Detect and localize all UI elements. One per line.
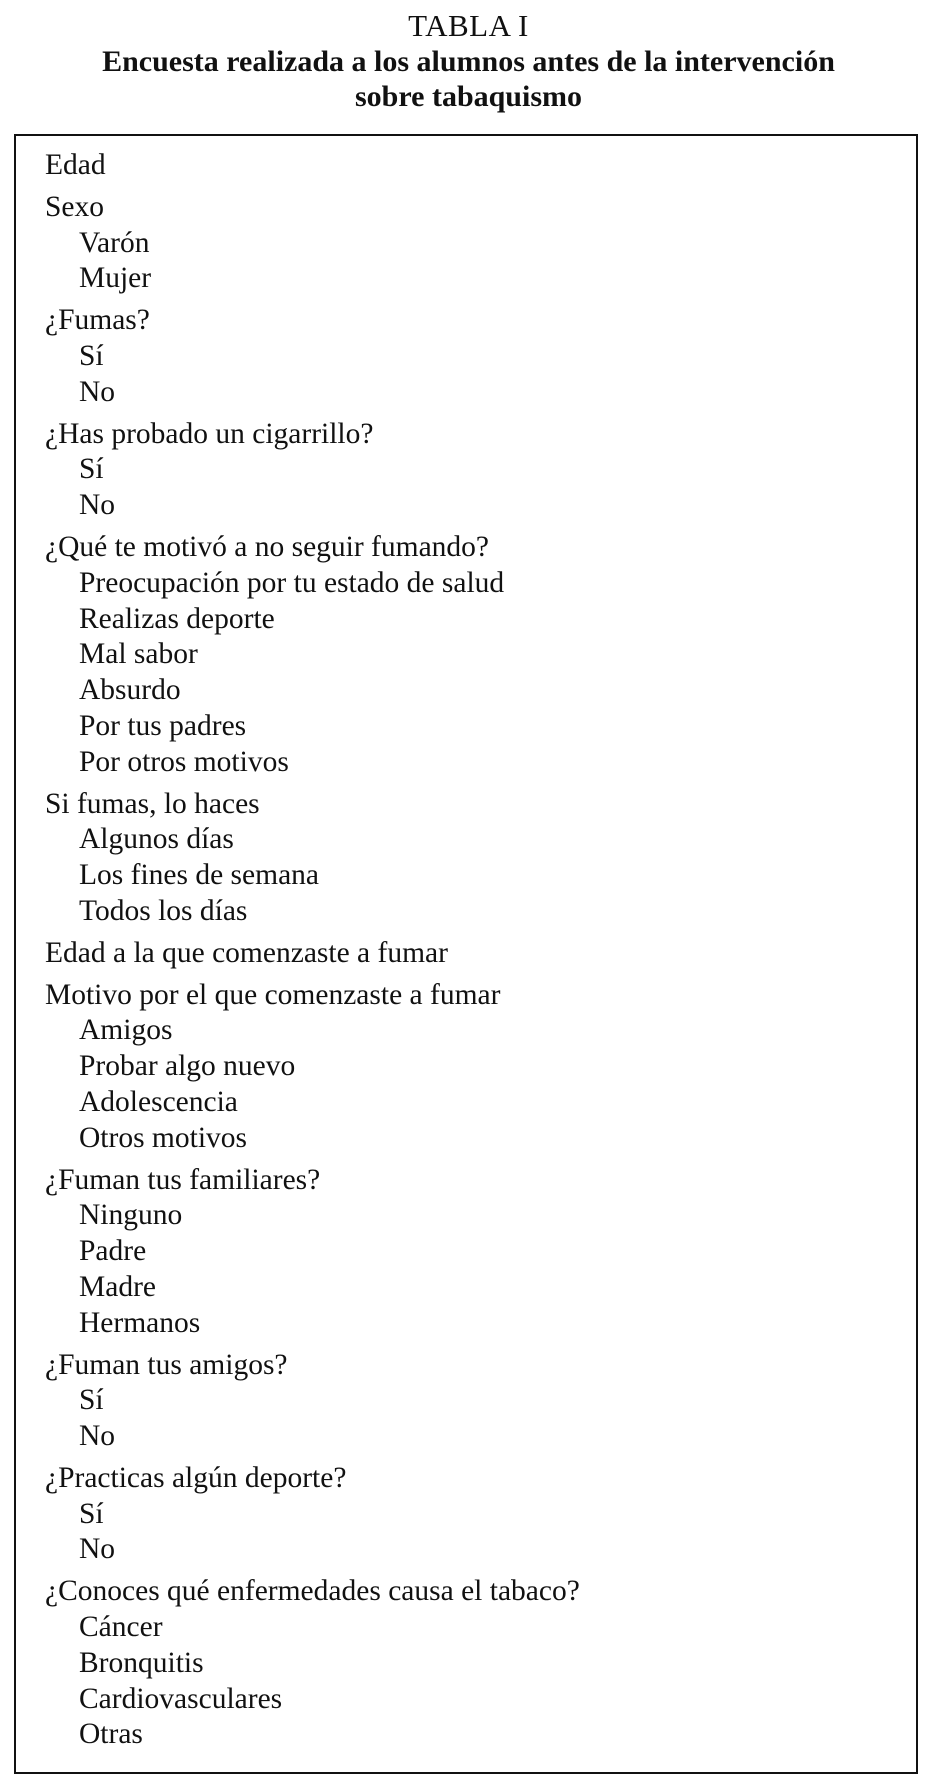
answer-option: Absurdo <box>79 674 181 707</box>
table-frame <box>14 134 918 1774</box>
answer-option: Algunos días <box>79 823 234 856</box>
answer-option: Preocupación por tu estado de salud <box>79 566 505 599</box>
answer-option: Bronquitis <box>79 1646 204 1679</box>
answer-option: Otras <box>79 1718 143 1751</box>
answer-option: Por tus padres <box>79 709 247 742</box>
question-text: ¿Fumas? <box>45 304 150 337</box>
answer-option: Cáncer <box>79 1611 163 1644</box>
survey-list <box>45 148 905 1759</box>
question-text: ¿Qué te motivó a no seguir fumando? <box>45 530 490 563</box>
question-text: Si fumas, lo haces <box>45 787 260 820</box>
answer-option: Amigos <box>79 1014 173 1047</box>
table-label: TABLA I <box>408 8 529 43</box>
question-text: Edad a la que comenzaste a fumar <box>45 936 448 969</box>
question-text: ¿Has probado un cigarrillo? <box>45 417 374 450</box>
answer-option: Todos los días <box>79 894 248 927</box>
answer-option: Adolescencia <box>79 1085 238 1118</box>
question-group <box>45 190 905 297</box>
question-group <box>45 1461 905 1568</box>
answer-option: Mal sabor <box>79 638 198 671</box>
question-text: ¿Conoces qué enfermedades causa el tabaco? <box>45 1575 580 1608</box>
answer-option: Otros motivos <box>79 1121 247 1154</box>
answer-option: Probar algo nuevo <box>79 1050 296 1083</box>
question-group <box>45 936 905 972</box>
answer-option: No <box>79 375 116 408</box>
answer-option: Por otros motivos <box>79 745 289 778</box>
answer-option: No <box>79 1533 116 1566</box>
table-title <box>29 44 909 114</box>
answer-option: Sí <box>79 453 104 486</box>
answer-option: No <box>79 489 116 522</box>
question-group <box>45 1574 905 1753</box>
question-group <box>45 530 905 781</box>
answer-option: Madre <box>79 1270 156 1303</box>
question-group <box>45 148 905 184</box>
table-title-line-2: sobre tabaquismo <box>355 80 582 113</box>
answer-option: Padre <box>79 1235 147 1268</box>
answer-option: Sí <box>79 1497 104 1530</box>
question-group <box>45 303 905 410</box>
question-text: Sexo <box>45 190 104 223</box>
question-group <box>45 787 905 930</box>
question-text: Motivo por el que comenzaste a fumar <box>45 978 501 1011</box>
answer-option: Cardiovasculares <box>79 1682 283 1715</box>
question-group <box>45 978 905 1157</box>
answer-option: Ninguno <box>79 1199 183 1232</box>
answer-option: Mujer <box>79 262 152 295</box>
answer-option: Varón <box>79 226 150 259</box>
answer-option: Hermanos <box>79 1306 201 1339</box>
table-title-line-1: Encuesta realizada a los alumnos antes de la intervención <box>102 45 835 78</box>
answer-option: No <box>79 1420 116 1453</box>
question-text: ¿Fuman tus familiares? <box>45 1163 321 1196</box>
question-group <box>45 1348 905 1455</box>
question-text: ¿Practicas algún deporte? <box>45 1461 347 1494</box>
question-group <box>45 1163 905 1342</box>
question-group <box>45 417 905 524</box>
answer-option: Sí <box>79 1384 104 1417</box>
question-text: Edad <box>45 149 106 181</box>
answer-option: Realizas deporte <box>79 602 275 635</box>
answer-option: Los fines de semana <box>79 859 320 892</box>
question-text: ¿Fuman tus amigos? <box>45 1348 288 1381</box>
table-header <box>0 8 937 114</box>
answer-option: Sí <box>79 339 104 372</box>
